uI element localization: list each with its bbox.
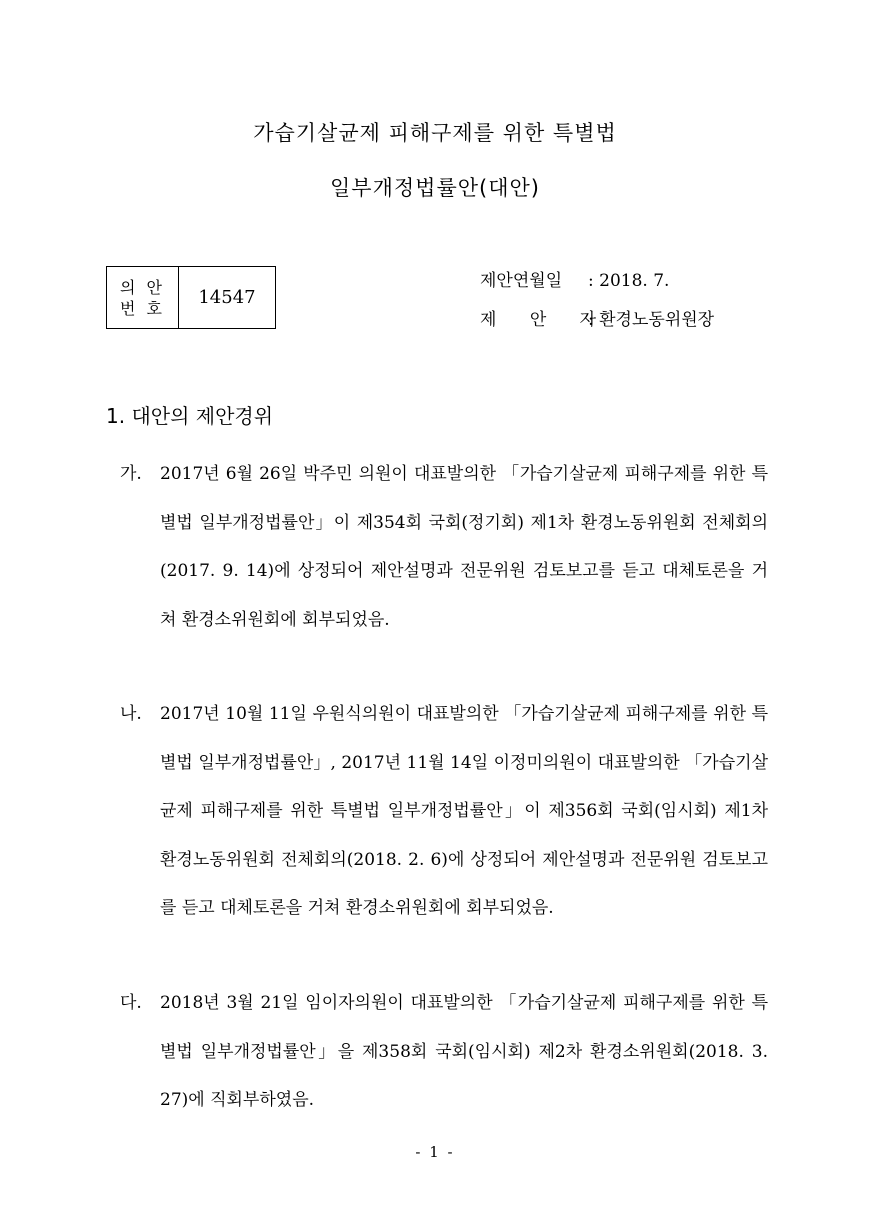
proposal-date-value: : 2018. 7. <box>588 271 670 291</box>
paragraph-da <box>120 979 768 1125</box>
document-title: 가습기살균제 피해구제를 위한 특별법 <box>253 121 617 145</box>
bill-number-box <box>106 266 276 329</box>
paragraph-text: 2018년 3월 21일 임이자의원이 대표발의한 「가습기살균제 피해구제를 위한 특별법 일부개정법률안」을 제358회 국회(임시회) 제2차 환경소위원회(2018. 3. 27)에 직회부하였음. <box>160 993 768 1110</box>
bill-label-line2: 번 호 <box>120 298 165 318</box>
proposal-date-label: 제안연월일 <box>480 271 563 291</box>
paragraph-marker: 나. <box>120 704 142 724</box>
section-heading: 1. 대안의 제안경위 <box>106 404 274 428</box>
proposer-value: : 환경노동위원장 <box>588 310 715 330</box>
proposal-date <box>480 266 669 291</box>
page-number: - 1 - <box>415 1143 455 1161</box>
document-subtitle: 일부개정법률안(대안) <box>330 176 540 200</box>
bill-label-line1: 의 안 <box>120 277 165 297</box>
paragraph-ga <box>120 450 768 644</box>
paragraph-text: 2017년 6월 26일 박주민 의원이 대표발의한 「가습기살균제 피해구제를 위한 특별법 일부개정법률안」이 제354회 국회(정기회) 제1차 환경노동위원회 전체회의(2017. 9. 14)에 상정되어 제안설명과 전문위원 검토보고를 듣고 대체토론을 거쳐 환경소위원회에 회부되었음. <box>160 464 768 630</box>
bill-number-value: 14547 <box>198 287 256 308</box>
paragraph-marker: 다. <box>120 993 142 1013</box>
proposer <box>480 305 714 330</box>
proposer-label: 제 안 자 <box>480 310 611 330</box>
paragraph-marker: 가. <box>120 464 142 484</box>
bill-number-label <box>107 267 179 328</box>
paragraph-text: 2017년 10월 11일 우원식의원이 대표발의한 「가습기살균제 피해구제를 위한 특별법 일부개정법률안」, 2017년 11월 14일 이정미의원이 대표발의한 「가습기살균제 피해구제를 위한 특별법 일부개정법률안」이 제356회 국회(임시회) 제1차 환경노동위원회 전체회의(2018. 2. 6)에 상정되어 제안설명과 전문위원 검토보고를 듣고 대체토론을 거쳐 환경소위원회에 회부되었음. <box>160 704 768 918</box>
paragraph-na <box>120 690 768 933</box>
